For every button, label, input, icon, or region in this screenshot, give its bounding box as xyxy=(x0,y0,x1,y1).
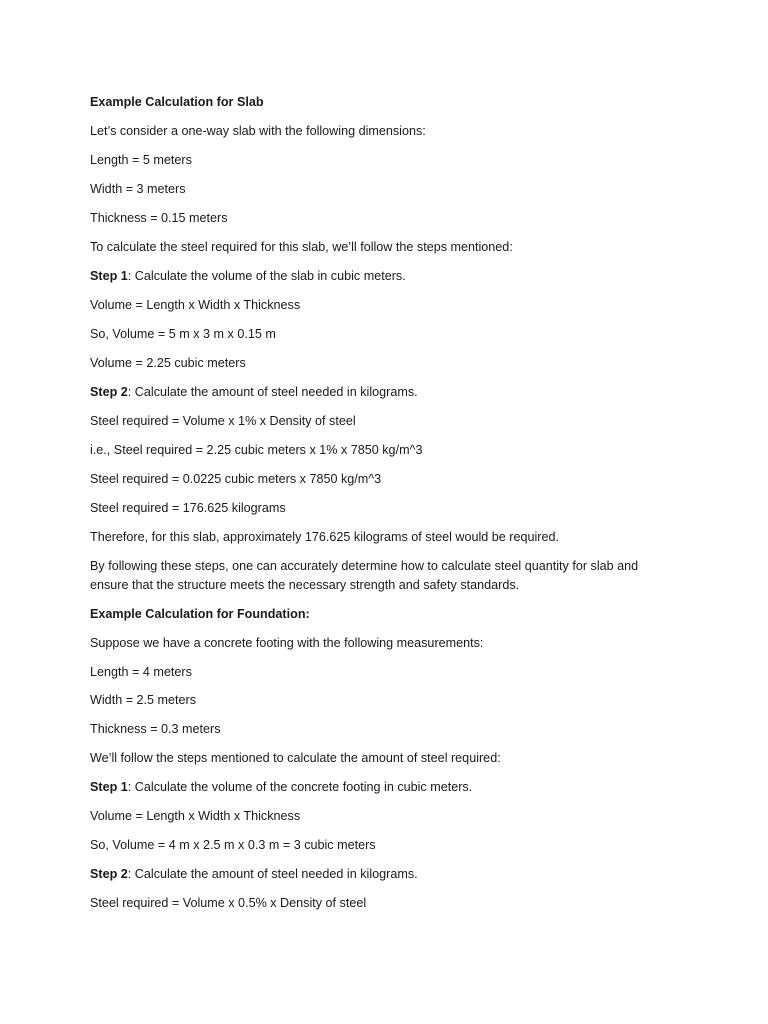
slab-conclusion: Therefore, for this slab, approximately 176.625 kilograms of steel would be required. xyxy=(90,529,560,544)
foundation-volume-formula: Volume = Length x Width x Thickness xyxy=(90,809,301,824)
foundation-steel-formula: Steel required = Volume x 0.5% x Density of steel xyxy=(90,896,367,911)
foundation-step1-text: : Calculate the volume of the concrete footing in cubic meters. xyxy=(127,780,473,795)
foundation-heading: Example Calculation for Foundation: xyxy=(90,606,310,621)
foundation-step2-label: Step 2 xyxy=(90,867,128,882)
foundation-step2 xyxy=(90,865,678,884)
slab-step1-label: Step 1 xyxy=(90,268,128,283)
foundation-intro: Suppose we have a concrete footing with the following measurements: xyxy=(90,635,484,650)
slab-intro: Let’s consider a one-way slab with the following dimensions: xyxy=(90,123,426,138)
slab-steel-substitution-1: i.e., Steel required = 2.25 cubic meters x 1% x 7850 kg/m^3 xyxy=(90,442,423,457)
slab-steel-result: Steel required = 176.625 kilograms xyxy=(90,500,286,515)
slab-steel-formula: Steel required = Volume x 1% x Density of steel xyxy=(90,413,356,428)
slab-step1-text: : Calculate the volume of the slab in cubic meters. xyxy=(127,268,406,283)
slab-step2 xyxy=(90,383,678,402)
foundation-thickness: Thickness = 0.3 meters xyxy=(90,722,221,737)
foundation-step1 xyxy=(90,778,678,797)
foundation-volume-substitution: So, Volume = 4 m x 2.5 m x 0.3 m = 3 cubic meters xyxy=(90,838,376,853)
slab-heading: Example Calculation for Slab xyxy=(90,95,264,109)
slab-volume-formula: Volume = Length x Width x Thickness xyxy=(90,297,301,312)
slab-step2-text: : Calculate the amount of steel needed in kilograms. xyxy=(127,384,418,399)
slab-steps-intro: To calculate the steel required for this slab, we’ll follow the steps mentioned: xyxy=(90,239,513,254)
foundation-width: Width = 2.5 meters xyxy=(90,693,197,708)
foundation-step1-label: Step 1 xyxy=(90,780,128,795)
slab-steel-substitution-2: Steel required = 0.0225 cubic meters x 7850 kg/m^3 xyxy=(90,471,382,486)
slab-thickness: Thickness = 0.15 meters xyxy=(90,210,228,225)
slab-volume-result: Volume = 2.25 cubic meters xyxy=(90,355,246,370)
foundation-length: Length = 4 meters xyxy=(90,664,192,679)
foundation-step2-text: : Calculate the amount of steel needed in kilograms. xyxy=(127,867,418,882)
slab-step1 xyxy=(90,267,678,286)
foundation-steps-intro: We’ll follow the steps mentioned to calculate the amount of steel required: xyxy=(90,751,501,766)
slab-width: Width = 3 meters xyxy=(90,181,186,196)
slab-step2-label: Step 2 xyxy=(90,384,128,399)
slab-length: Length = 5 meters xyxy=(90,152,192,167)
slab-volume-substitution: So, Volume = 5 m x 3 m x 0.15 m xyxy=(90,326,276,341)
slab-summary: By following these steps, one can accurately determine how to calculate steel quantity for slab and ensure that the structure meets the necessary strength and safety standards. xyxy=(90,558,639,592)
